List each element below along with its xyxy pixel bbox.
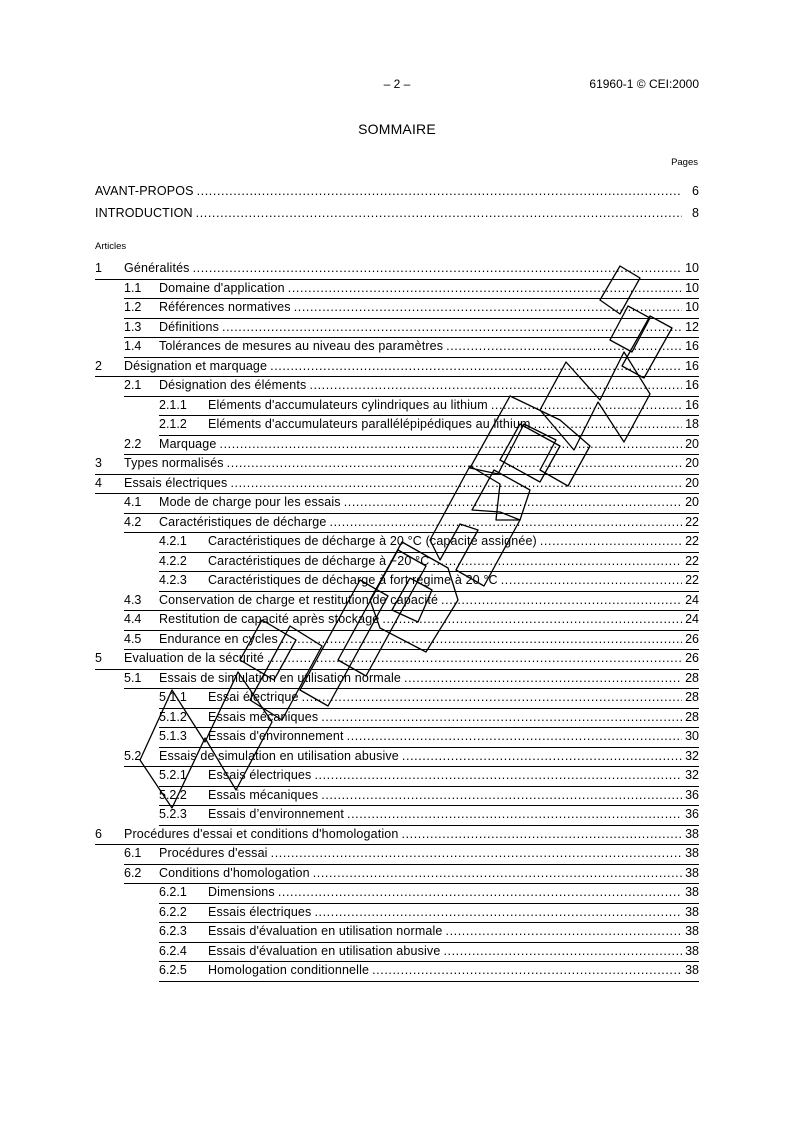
toc-entry-page: 38: [685, 924, 699, 938]
toc-entry-page: 24: [685, 592, 699, 607]
toc-entry-page: 20: [685, 495, 699, 509]
toc-entry-title: Procédures d'essai et conditions d'homologation: [124, 826, 399, 841]
toc-entry[interactable]: [124, 494, 699, 514]
toc-entry[interactable]: [159, 553, 699, 573]
toc-entry[interactable]: [95, 260, 699, 280]
dot-leader: [222, 320, 682, 334]
toc-entry-number: 6.2.5: [159, 963, 187, 977]
toc-entry-title: Eléments d'accumulateurs parallélépipédiques au lithium: [208, 417, 531, 431]
toc-entry-title: Références normatives: [159, 300, 291, 314]
toc-entry-title: Marquage: [159, 436, 217, 451]
toc-entry-page: 26: [685, 631, 699, 646]
toc-entry[interactable]: [159, 884, 699, 904]
toc-entry[interactable]: [159, 962, 699, 982]
toc-entry-page: 28: [685, 670, 699, 685]
dot-leader: [193, 261, 682, 275]
toc-entry-number: 1.4: [124, 339, 142, 353]
toc-entry[interactable]: [159, 728, 699, 748]
toc-preliminary-section: [95, 183, 699, 227]
toc-entry-number: 5.2.3: [159, 807, 187, 821]
toc-entry-page: 20: [685, 436, 699, 451]
toc-entry-number: 5.1.1: [159, 690, 187, 704]
toc-entry-title: Domaine d'application: [159, 280, 285, 295]
toc-entry-title: Essais d'environnement: [208, 729, 344, 743]
dot-leader: [432, 554, 682, 568]
toc-entry-page: 26: [685, 651, 699, 665]
toc-entry-number: 4.2.3: [159, 573, 187, 587]
dot-leader: [220, 437, 683, 451]
toc-entry-page: 8: [692, 206, 699, 220]
toc-entry-number: 5.1.3: [159, 729, 187, 743]
toc-entry-title: Essais d'évaluation en utilisation normale: [208, 924, 443, 938]
toc-entry-number: 2: [95, 358, 102, 373]
toc-entry-page: 38: [685, 846, 699, 860]
toc-entry-number: 4.2: [124, 514, 142, 529]
dot-leader: [281, 632, 682, 646]
dot-leader: [402, 749, 682, 763]
toc-entry-number: 6: [95, 826, 102, 841]
toc-entry-number: 1.1: [124, 280, 142, 295]
toc-entry[interactable]: [95, 475, 699, 495]
page-header: [95, 77, 699, 93]
dot-leader: [271, 846, 682, 860]
toc-entry[interactable]: [124, 319, 699, 339]
toc-entry[interactable]: [159, 572, 699, 592]
dot-leader: [443, 944, 682, 958]
toc-entry-page: 10: [685, 280, 699, 295]
toc-entry-number: 5: [95, 651, 102, 665]
toc-entry-page: 10: [685, 261, 699, 275]
toc-entry-title: Eléments d'accumulateurs cylindriques au lithium: [208, 397, 488, 412]
toc-entry-title: Désignation et marquage: [124, 358, 268, 373]
toc-entry-title: Généralités: [124, 261, 190, 275]
toc-entry-number: 6.2.2: [159, 904, 187, 919]
toc-entry[interactable]: [124, 299, 699, 319]
toc-entry-title: Caractéristiques de décharge: [159, 514, 327, 529]
toc-entry-page: 38: [685, 865, 699, 880]
toc-entry-number: 4.5: [124, 631, 142, 646]
toc-entry[interactable]: [124, 845, 699, 865]
toc-entry[interactable]: [159, 689, 699, 709]
toc-entry-page: 16: [685, 339, 699, 353]
toc-entry-page: 38: [685, 963, 699, 977]
toc-entry-number: 6.2.4: [159, 943, 187, 958]
pages-column-label: Pages: [671, 157, 698, 168]
toc-entry-page: 28: [685, 709, 699, 724]
toc-entry[interactable]: [159, 904, 699, 924]
dot-leader: [196, 206, 682, 220]
toc-entry-page: 36: [685, 787, 699, 802]
toc-entry-page: 36: [685, 807, 699, 821]
toc-entry-title: Essais mécaniques: [208, 709, 319, 724]
toc-entry-number: 6.1: [124, 846, 142, 860]
toc-entry-page: 38: [685, 943, 699, 958]
toc-entry-title: Dimensions: [208, 885, 275, 899]
toc-entry-title: Restitution de capacité après stockage: [159, 612, 380, 626]
toc-entry[interactable]: [159, 533, 699, 553]
toc-entry[interactable]: [95, 183, 699, 205]
dot-leader: [309, 378, 682, 392]
dot-leader: [227, 456, 682, 470]
toc-entry[interactable]: [124, 338, 699, 358]
toc-entry[interactable]: [124, 611, 699, 631]
toc-entry-number: 4.2.1: [159, 534, 187, 548]
dot-leader: [402, 827, 683, 841]
toc-entry-title: Conditions d'homologation: [159, 865, 310, 880]
toc-entry-page: 32: [685, 748, 699, 763]
toc-entry-number: 4.3: [124, 592, 142, 607]
toc-entry[interactable]: [159, 943, 699, 963]
toc-entry-page: 38: [685, 904, 699, 919]
toc-entry-title: Désignation des éléments: [159, 378, 307, 392]
toc-entry-title: Types normalisés: [124, 456, 224, 470]
toc-entry-title: Conservation de charge et restitution de capacité: [159, 592, 439, 607]
toc-entry[interactable]: [95, 650, 699, 670]
toc-entry-number: 1.2: [124, 300, 142, 314]
dot-leader: [267, 651, 682, 665]
dot-leader: [288, 281, 682, 295]
toc-entry[interactable]: [124, 280, 699, 300]
toc-entry[interactable]: [95, 455, 699, 475]
dot-leader: [491, 398, 682, 412]
toc-entry-number: 4.1: [124, 495, 142, 509]
toc-entry-number: 4: [95, 475, 102, 490]
toc-entry-page: 38: [685, 885, 699, 899]
toc-entry[interactable]: [95, 358, 699, 378]
toc-entry-number: 6.2.3: [159, 924, 187, 938]
toc-entry[interactable]: [124, 670, 699, 690]
toc-entry-number: 5.2.1: [159, 768, 187, 782]
toc-entry-title: AVANT-PROPOS: [95, 184, 194, 198]
toc-entry-title: Evaluation de la sécurité: [124, 651, 264, 665]
toc-entry[interactable]: [95, 205, 699, 227]
dot-leader: [294, 300, 682, 314]
dot-leader: [372, 963, 682, 977]
toc-entry-number: 5.1: [124, 670, 142, 685]
toc-entry-page: 22: [685, 534, 699, 548]
toc-entry-number: 6.2: [124, 865, 142, 880]
toc-entry-number: 6.2.1: [159, 885, 187, 899]
dot-leader: [314, 768, 682, 782]
toc-entry-title: Essais électriques: [208, 768, 312, 782]
toc-entry-title: INTRODUCTION: [95, 206, 193, 220]
toc-entry-page: 38: [685, 826, 699, 841]
toc-entry[interactable]: [124, 514, 699, 534]
toc-entry-title: Tolérances de mesures au niveau des paramètres: [159, 339, 444, 353]
toc-entry-title: Essais de simulation en utilisation normale: [159, 670, 401, 685]
toc-entry[interactable]: [124, 865, 699, 885]
toc-entry-title: Essai électrique: [208, 690, 299, 704]
toc-entry-number: 5.2.2: [159, 787, 187, 802]
toc-entry-number: 2.1.1: [159, 397, 187, 412]
toc-entry-title: Définitions: [159, 319, 220, 334]
dot-leader: [446, 924, 682, 938]
toc-entry[interactable]: [159, 709, 699, 729]
table-of-contents: [95, 260, 699, 982]
toc-entry-page: 24: [685, 612, 699, 626]
toc-entry-number: 3: [95, 456, 102, 470]
page-title: SOMMAIRE: [358, 121, 436, 137]
toc-entry[interactable]: [124, 592, 699, 612]
dot-leader: [321, 788, 682, 802]
dot-leader: [347, 807, 682, 821]
toc-entry-number: 2.1.2: [159, 417, 187, 431]
toc-entry-title: Mode de charge pour les essais: [159, 495, 341, 509]
page-number: – 2 –: [383, 77, 411, 91]
toc-entry-number: 2.1: [124, 378, 142, 392]
toc-entry-number: 5.1.2: [159, 709, 187, 724]
articles-label: Articles: [95, 241, 127, 252]
toc-entry-page: 6: [692, 184, 699, 198]
dot-leader: [314, 905, 682, 919]
toc-entry[interactable]: [95, 826, 699, 846]
toc-entry-title: Essais électriques: [124, 475, 228, 490]
toc-entry-page: 16: [685, 397, 699, 412]
toc-entry-title: Caractéristiques de décharge à −20 °C: [208, 553, 430, 568]
toc-entry-page: 16: [685, 358, 699, 373]
toc-entry-page: 18: [685, 417, 699, 431]
toc-entry-page: 32: [685, 768, 699, 782]
toc-entry-page: 16: [685, 378, 699, 392]
toc-entry-number: 4.4: [124, 612, 142, 626]
toc-entry-page: 10: [685, 300, 699, 314]
toc-entry[interactable]: [124, 631, 699, 651]
dot-leader: [382, 612, 682, 626]
toc-entry[interactable]: [124, 377, 699, 397]
dot-leader: [441, 593, 682, 607]
dot-leader: [270, 359, 682, 373]
dot-leader: [404, 671, 682, 685]
document-reference: 61960-1 © CEI:2000: [589, 77, 699, 91]
dot-leader: [197, 184, 682, 198]
dot-leader: [540, 534, 682, 548]
dot-leader: [347, 729, 682, 743]
toc-entry-title: Procédures d'essai: [159, 846, 268, 860]
dot-leader: [344, 495, 682, 509]
toc-entry-page: 20: [685, 475, 699, 490]
toc-entry-title: Caractéristiques de décharge à 20 °C (capacité assignée): [208, 534, 537, 548]
dot-leader: [278, 885, 682, 899]
toc-entry-title: Endurance en cycles: [159, 631, 278, 646]
toc-entry-title: Essais d’environnement: [208, 807, 345, 821]
toc-entry-number: 5.2: [124, 748, 142, 763]
toc-entry-number: 1: [95, 261, 102, 275]
toc-entry-title: Essais mécaniques: [208, 787, 319, 802]
toc-entry[interactable]: [159, 767, 699, 787]
toc-entry-number: 1.3: [124, 319, 142, 334]
toc-entry-title: Essais électriques: [208, 904, 312, 919]
toc-entry-page: 20: [685, 456, 699, 470]
toc-entry[interactable]: [159, 787, 699, 807]
dot-leader: [321, 710, 682, 724]
dot-leader: [230, 476, 682, 490]
dot-leader: [330, 515, 683, 529]
toc-entry-title: Homologation conditionnelle: [208, 963, 370, 977]
toc-entry[interactable]: [159, 397, 699, 417]
toc-entry-title: Caractéristiques de décharge à fort régime à 20 °C: [208, 573, 498, 587]
toc-entry-title: Essais de simulation en utilisation abusive: [159, 748, 399, 763]
toc-entry-page: 22: [685, 573, 699, 587]
toc-entry-page: 22: [685, 553, 699, 568]
toc-entry-page: 28: [685, 690, 699, 704]
toc-entry-title: Essais d'évaluation en utilisation abusive: [208, 943, 441, 958]
dot-leader: [534, 417, 682, 431]
dot-leader: [302, 690, 682, 704]
toc-entry[interactable]: [159, 806, 699, 826]
toc-entry[interactable]: [159, 923, 699, 943]
dot-leader: [446, 339, 682, 353]
toc-entry-number: 4.2.2: [159, 553, 187, 568]
toc-entry-page: 22: [685, 514, 699, 529]
dot-leader: [313, 866, 682, 880]
dot-leader: [501, 573, 682, 587]
toc-entry-number: 2.2: [124, 436, 142, 451]
toc-entry-page: 12: [685, 319, 699, 334]
toc-entry[interactable]: [124, 436, 699, 456]
toc-entry[interactable]: [124, 748, 699, 768]
toc-entry[interactable]: [159, 416, 699, 436]
toc-entry-page: 30: [685, 729, 699, 743]
